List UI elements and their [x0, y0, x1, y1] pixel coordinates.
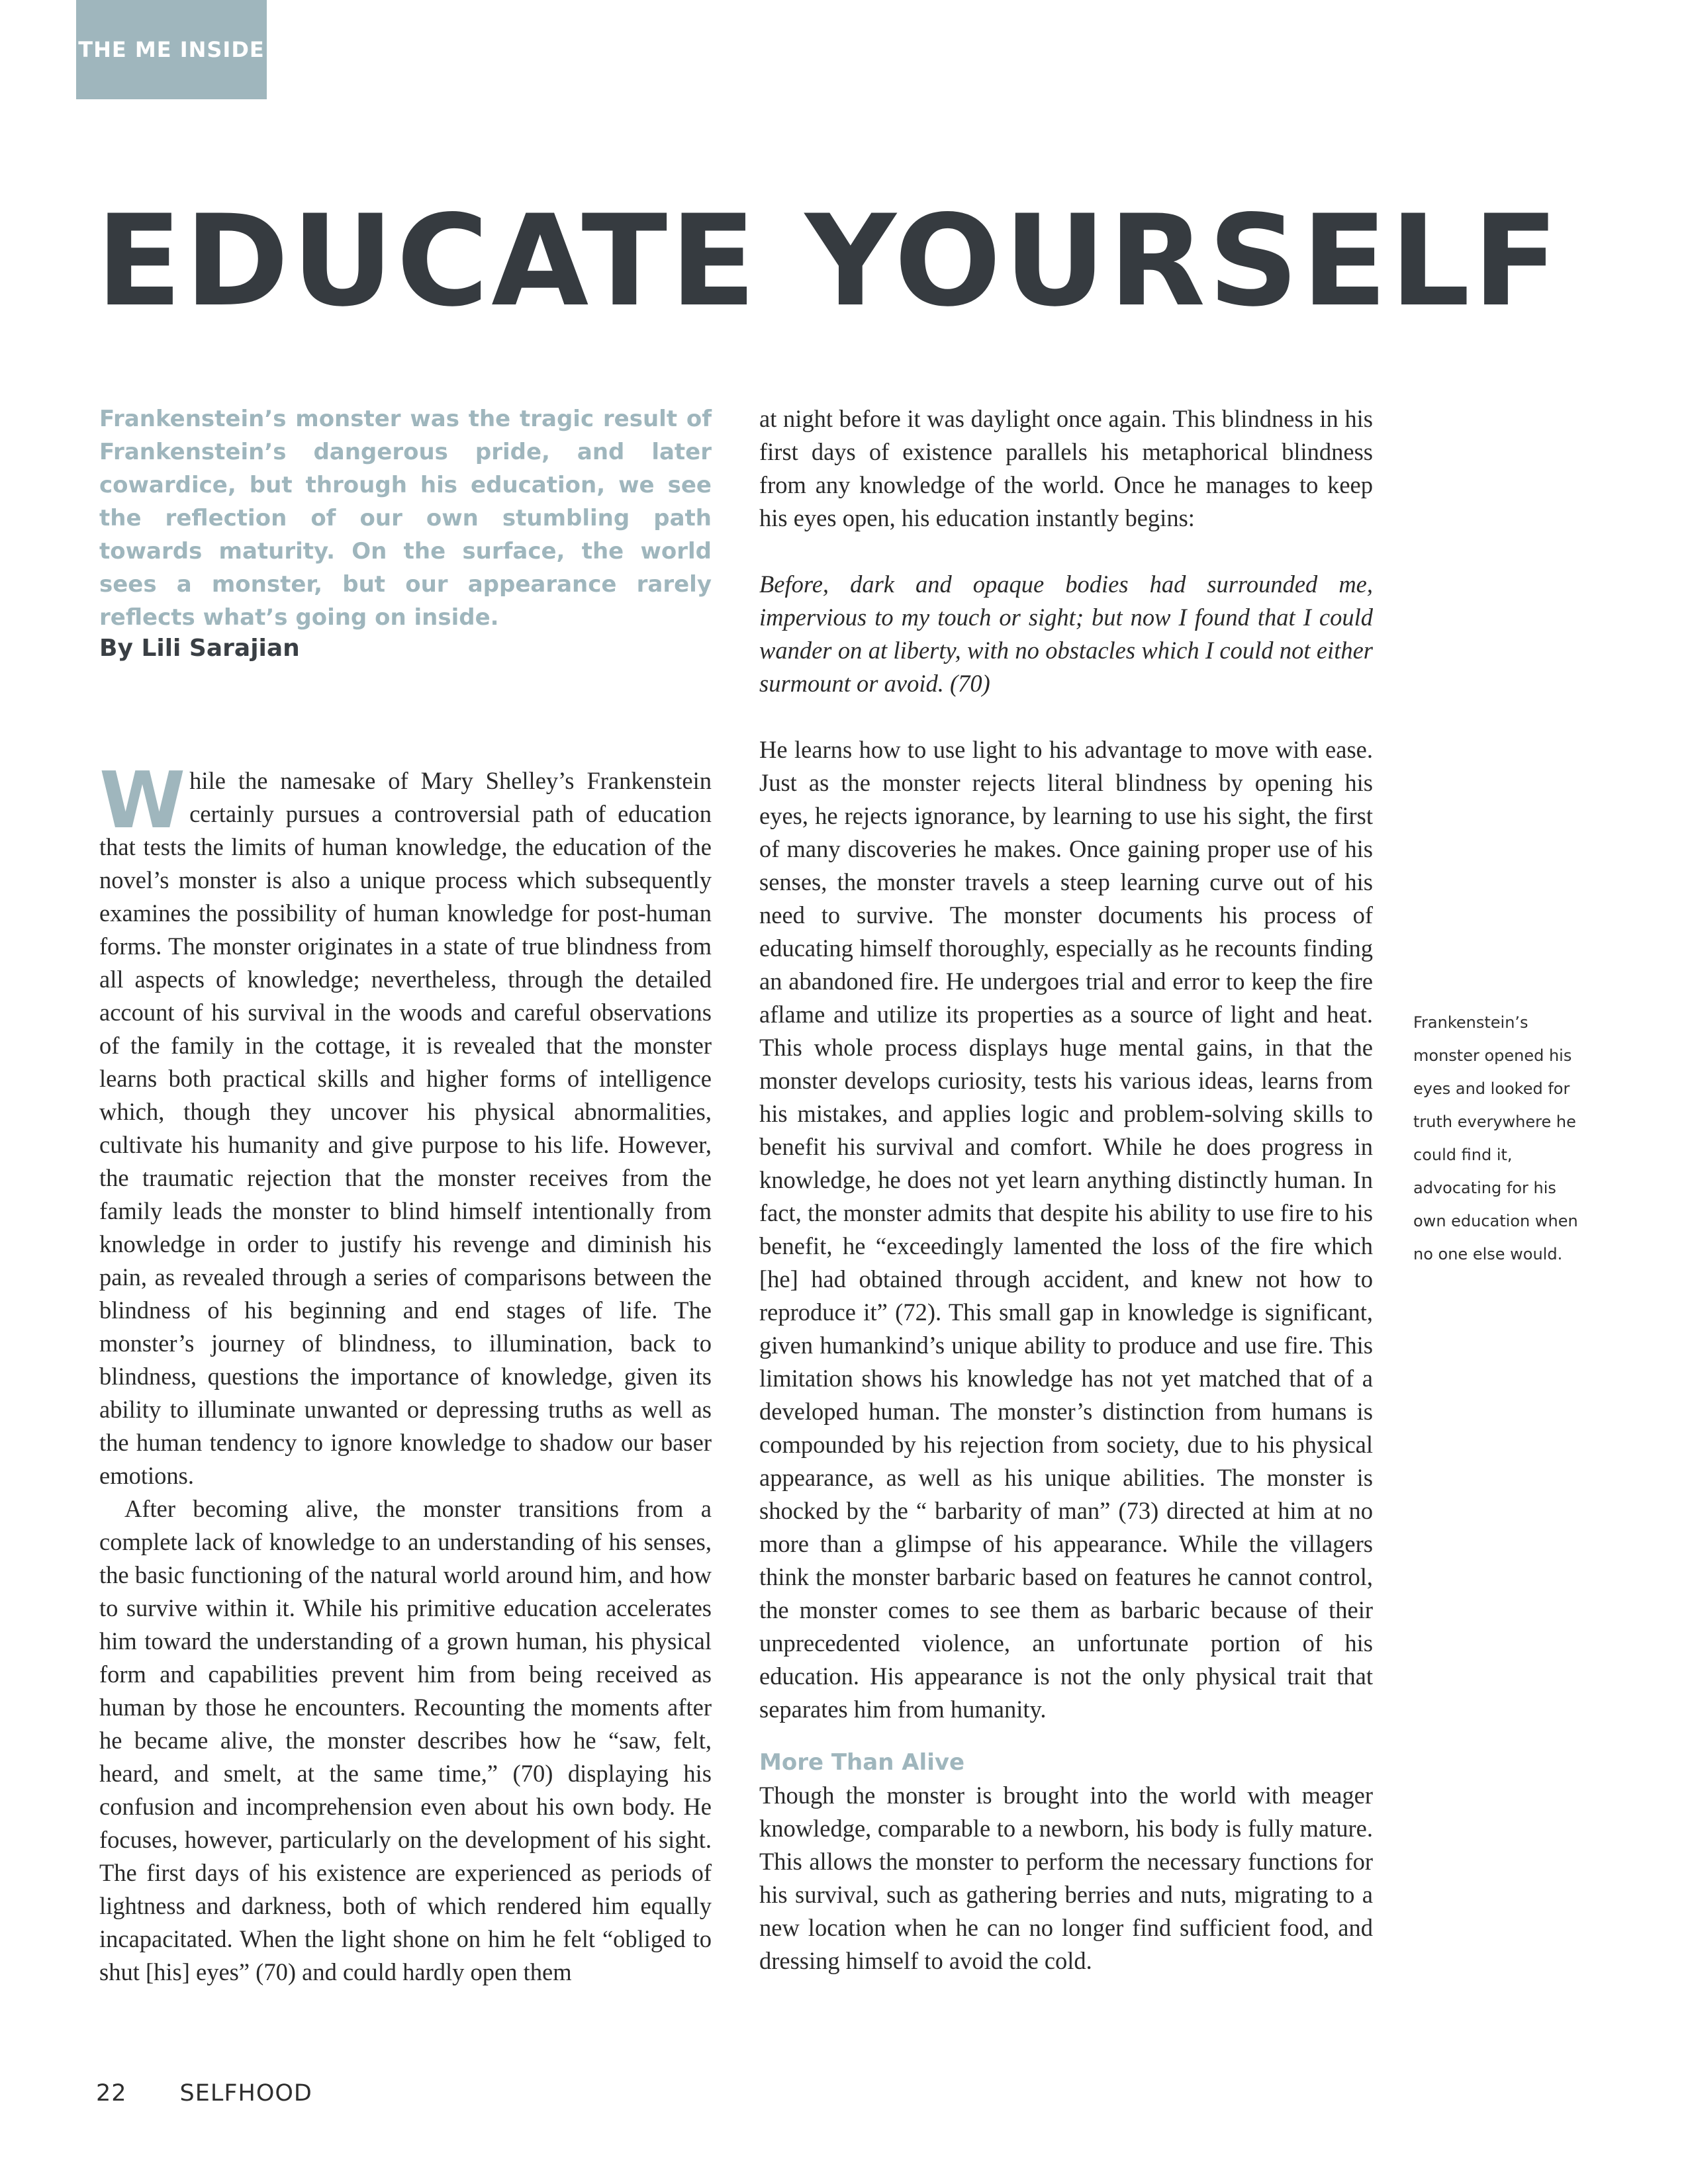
left-column [99, 754, 712, 1989]
article-deck: Frankenstein’s monster was the tragic result of Frankenstein’s dangerous pride, and later cowardice, but through his education, we see the reflection of our own stumbling path towards maturity. On the surface, the world sees a monster, but our appearance rarely reflects what’s going on inside. [99, 406, 712, 631]
section-tab: THE ME INSIDE [76, 0, 267, 99]
body-paragraph-2-continued: at night before it was daylight once again. This blindness in his first days of existence parallels his metaphorical blindness from any knowledge of the world. Once he manages to keep his eyes open, his education instantly begins: [759, 405, 1373, 531]
magazine-name: SELFHOOD [179, 2080, 312, 2107]
section-subhead: More Than Alive [759, 1749, 965, 1776]
body-paragraph-3: He learns how to use light to his advantage to move with ease. Just as the monster rejects literal blindness by opening his eyes, he rejects ignorance, by learning to use his sight, the first of many discoveries he makes. Once gaining proper use of his senses, the monster travels a steep learning curve out of his need to survive. The monster documents his process of educating himself thoroughly, especially as he recounts finding an abandoned fire. He undergoes trial and error to keep the fire aflame and utilize its properties as a source of light and heat. This whole process displays huge mental gains, in that the monster develops curiosity, tests his various ideas, learns from his mistakes, and applies logic and problem-solving skills to benefit his survival and comfort. While he does progress in knowledge, he does not yet learn anything distinctly human. In fact, the monster admits that despite his ability to use fire to his benefit, he “exceedingly lamented the loss of the fire which [he] had obtained through accident, and knew not how to reproduce it” (72). This small gap in knowledge is significant, given humankind’s unique ability to produce and use fire. This limitation shows his knowledge has not yet matched that of a developed human. The monster’s distinction from humans is compounded by his rejection from society, due to his physical appearance, as well as his unique abilities. The monster is shocked by the “ barbarity of man” (73) directed at him at no more than a glimpse of his appearance. While the villagers think the monster barbaric based on features he cannot control, the monster comes to see them as barbaric because of their unprecedented violence, an unfortunate portion of his education. His appearance is not the only physical trait that separates him from humanity. [759, 736, 1373, 1723]
drop-cap: W [99, 754, 186, 846]
body-paragraph-1 [99, 754, 712, 1492]
right-column [759, 402, 1373, 1978]
article-headline: EDUCATE YOURSELF [96, 188, 1562, 334]
body-paragraph-4: Though the monster is brought into the world with meager knowledge, comparable to a newborn, his body is fully mature. This allows the monster to perform the necessary functions for his survival, such as gathering berries and nuts, migrating to a new location when he can no longer find sufficient food, and dressing himself to avoid the cold. [759, 1782, 1373, 1974]
pull-quote: Frankenstein’s monster opened his eyes and looked for truth everywhere he could find it, advocating for his own education when no one else would. [1413, 1013, 1578, 1263]
page-number: 22 [96, 2080, 127, 2107]
body-paragraph-2: After becoming alive, the monster transitions from a complete lack of knowledge to an understanding of his senses, the basic functioning of the natural world around him, and how to survive within it. While his primitive education accelerates him toward the understanding of a grown human, his physical form and capabilities prevent him from being received as human by those he encounters. Recounting the moments after he became alive, the monster describes how he “saw, felt, heard, and smelt, at the same time,” (70) displaying his confusion and incomprehension even about his own body. He focuses, however, particularly on the development of his sight. The first days of his existence are experienced as periods of lightness and darkness, both of which rendered him equally incapacitated. When the light shone on him he felt “obliged to shut [his] eyes” (70) and could hardly open them [99, 1495, 712, 1985]
byline: By Lili Sarajian [99, 635, 300, 662]
block-quote: Before, dark and opaque bodies had surrounded me, impervious to my touch or sight; but now I found that I could wander on at liberty, with no obstacles which I could not either surmount or avoid. (70) [759, 570, 1373, 697]
page-footer [96, 2077, 312, 2110]
paragraph-text: hile the namesake of Mary Shelley’s Frankenstein certainly pursues a controversial path of education that tests the limits of human knowledge, the education of the novel’s monster is also a unique process which subsequently examines the possibility of human knowledge for post-human forms. The monster originates in a state of true blindness from all aspects of knowledge; nevertheless, through the detailed account of his survival in the woods and careful observations of the family in the cottage, it is revealed that the monster learns both practical skills and higher forms of intelligence which, though they uncover his physical abnormalities, cultivate his humanity and give purpose to his life. However, the traumatic rejection that the monster receives from the family leads the monster to blind himself intentionally from knowledge in order to justify his revenge and diminish his pain, as revealed through a series of comparisons between the blindness of his beginning and end stages of life. The monster’s journey of blindness, to illumination, back to blindness, questions the importance of knowledge, given its ability to illuminate unwanted or depressing truths as well as the human tendency to ignore knowledge to shadow our baser emotions. [99, 767, 712, 1489]
